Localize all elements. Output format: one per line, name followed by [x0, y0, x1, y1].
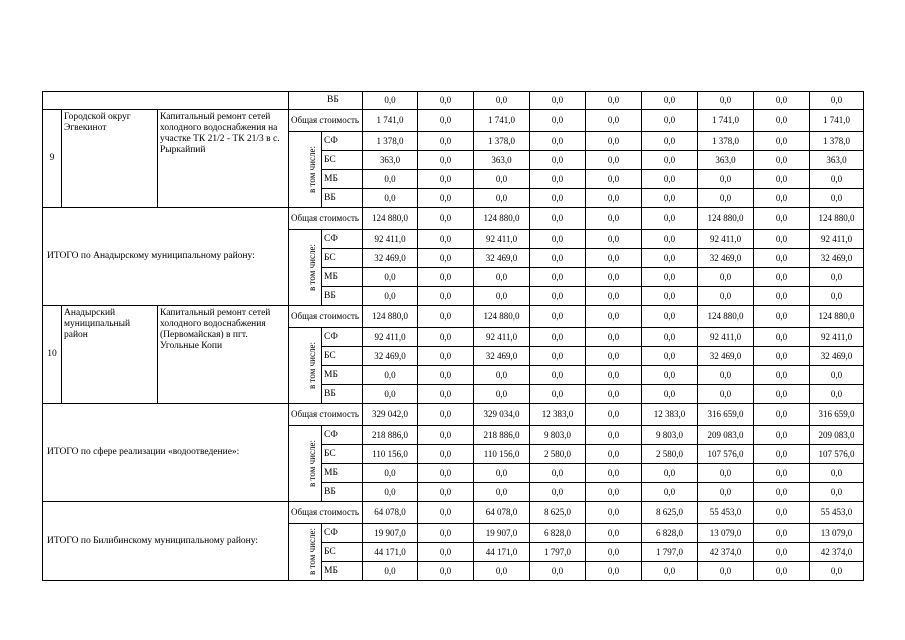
value-cell: 0,0 [418, 404, 474, 426]
value-cell: 32 469,0 [810, 347, 864, 366]
value-cell: 0,0 [642, 92, 698, 110]
value-cell: 0,0 [586, 347, 642, 366]
value-cell: 32 469,0 [474, 347, 530, 366]
value-cell: 1 797,0 [642, 543, 698, 562]
value-cell: 0,0 [698, 170, 754, 189]
value-cell: 32 469,0 [810, 249, 864, 268]
value-cell: 0,0 [810, 385, 864, 404]
value-cell: 55 453,0 [698, 502, 754, 524]
value-cell: 0,0 [754, 189, 810, 208]
value-cell: 0,0 [698, 268, 754, 287]
value-cell: 0,0 [530, 306, 586, 328]
municipality-name: Городской округ Эгвекинот [62, 110, 158, 208]
value-cell: 0,0 [530, 189, 586, 208]
value-cell: 0,0 [586, 92, 642, 110]
value-cell: 0,0 [698, 92, 754, 110]
value-cell: 124 880,0 [474, 208, 530, 230]
value-cell: 92 411,0 [810, 230, 864, 249]
value-cell: 1 378,0 [474, 132, 530, 151]
row-label-vb: ВБ [289, 92, 363, 110]
value-cell: 0,0 [754, 208, 810, 230]
value-cell: 2 580,0 [642, 445, 698, 464]
value-cell: 0,0 [754, 483, 810, 502]
value-cell: 92 411,0 [698, 328, 754, 347]
value-cell: 32 469,0 [363, 249, 418, 268]
value-cell: 42 374,0 [810, 543, 864, 562]
value-cell: 0,0 [530, 132, 586, 151]
value-cell: 0,0 [754, 464, 810, 483]
value-cell: 0,0 [810, 189, 864, 208]
value-cell: 0,0 [363, 366, 418, 385]
row-label-bs: БС [322, 151, 363, 170]
value-cell: 124 880,0 [810, 306, 864, 328]
including-text: в том числе: [306, 341, 317, 389]
value-cell: 363,0 [810, 151, 864, 170]
value-cell: 0,0 [363, 170, 418, 189]
value-cell: 0,0 [754, 132, 810, 151]
value-cell: 92 411,0 [474, 230, 530, 249]
value-cell: 0,0 [754, 287, 810, 306]
value-cell: 12 383,0 [642, 404, 698, 426]
value-cell: 9 803,0 [530, 426, 586, 445]
value-cell: 0,0 [418, 502, 474, 524]
value-cell: 0,0 [754, 366, 810, 385]
value-cell: 110 156,0 [363, 445, 418, 464]
value-cell: 0,0 [754, 426, 810, 445]
value-cell: 9 803,0 [642, 426, 698, 445]
value-cell: 0,0 [418, 306, 474, 328]
row-label-total-cost: Общая стоимость [289, 110, 363, 132]
value-cell: 363,0 [474, 151, 530, 170]
value-cell: 1 741,0 [698, 110, 754, 132]
value-cell: 44 171,0 [363, 543, 418, 562]
value-cell: 0,0 [586, 464, 642, 483]
value-cell: 124 880,0 [698, 306, 754, 328]
value-cell: 1 378,0 [810, 132, 864, 151]
value-cell: 0,0 [642, 287, 698, 306]
total-title: ИТОГО по Анадырскому муниципальному району: [43, 208, 289, 306]
including-label [289, 132, 322, 208]
row-number: 10 [43, 306, 62, 404]
value-cell: 0,0 [810, 562, 864, 581]
value-cell: 0,0 [754, 543, 810, 562]
value-cell: 0,0 [698, 366, 754, 385]
value-cell: 1 741,0 [474, 110, 530, 132]
value-cell: 0,0 [418, 249, 474, 268]
value-cell: 0,0 [530, 151, 586, 170]
value-cell: 0,0 [586, 502, 642, 524]
value-cell: 42 374,0 [698, 543, 754, 562]
value-cell: 0,0 [474, 464, 530, 483]
value-cell: 6 828,0 [642, 524, 698, 543]
value-cell: 64 078,0 [474, 502, 530, 524]
value-cell: 0,0 [642, 230, 698, 249]
value-cell: 0,0 [754, 151, 810, 170]
row-label-total-cost: Общая стоимость [289, 306, 363, 328]
value-cell: 0,0 [586, 170, 642, 189]
value-cell: 32 469,0 [698, 347, 754, 366]
value-cell: 32 469,0 [698, 249, 754, 268]
value-cell: 92 411,0 [810, 328, 864, 347]
value-cell: 44 171,0 [474, 543, 530, 562]
value-cell: 0,0 [642, 347, 698, 366]
value-cell: 107 576,0 [810, 445, 864, 464]
value-cell: 0,0 [586, 543, 642, 562]
value-cell: 0,0 [418, 189, 474, 208]
table-row [43, 92, 864, 110]
value-cell: 0,0 [698, 464, 754, 483]
row-label-vb: ВБ [322, 483, 363, 502]
value-cell: 0,0 [530, 464, 586, 483]
value-cell: 0,0 [642, 366, 698, 385]
table-body [43, 92, 864, 581]
value-cell: 0,0 [530, 92, 586, 110]
value-cell: 0,0 [530, 483, 586, 502]
value-cell: 363,0 [363, 151, 418, 170]
row-label-total-cost: Общая стоимость [289, 208, 363, 230]
value-cell: 0,0 [363, 385, 418, 404]
value-cell: 0,0 [698, 385, 754, 404]
including-label [289, 426, 322, 502]
value-cell: 124 880,0 [363, 306, 418, 328]
value-cell: 0,0 [474, 189, 530, 208]
including-label [289, 328, 322, 404]
value-cell: 1 741,0 [810, 110, 864, 132]
value-cell: 0,0 [418, 524, 474, 543]
value-cell: 0,0 [586, 268, 642, 287]
value-cell: 0,0 [418, 426, 474, 445]
value-cell: 0,0 [418, 132, 474, 151]
value-cell: 0,0 [754, 306, 810, 328]
value-cell: 0,0 [642, 306, 698, 328]
value-cell: 124 880,0 [363, 208, 418, 230]
row-label-sf: СФ [322, 230, 363, 249]
value-cell: 6 828,0 [530, 524, 586, 543]
value-cell: 0,0 [642, 132, 698, 151]
value-cell: 19 907,0 [363, 524, 418, 543]
value-cell: 12 383,0 [530, 404, 586, 426]
value-cell: 92 411,0 [698, 230, 754, 249]
row-label-vb: ВБ [322, 189, 363, 208]
value-cell: 209 083,0 [698, 426, 754, 445]
value-cell: 32 469,0 [363, 347, 418, 366]
value-cell: 0,0 [474, 268, 530, 287]
including-text: в том числе: [306, 528, 317, 575]
value-cell: 0,0 [474, 92, 530, 110]
including-text: в том числе: [306, 145, 317, 193]
value-cell: 0,0 [754, 249, 810, 268]
table-row [43, 306, 864, 328]
value-cell: 92 411,0 [363, 230, 418, 249]
value-cell: 0,0 [642, 464, 698, 483]
project-name: Капитальный ремонт сетей холодного водоснабжения (Первомайская) в пгт. Угольные Копи [158, 306, 289, 404]
value-cell: 0,0 [586, 249, 642, 268]
value-cell: 0,0 [754, 328, 810, 347]
value-cell: 316 659,0 [698, 404, 754, 426]
table-row [43, 404, 864, 426]
value-cell: 1 741,0 [363, 110, 418, 132]
value-cell: 0,0 [642, 189, 698, 208]
value-cell: 2 580,0 [530, 445, 586, 464]
value-cell: 92 411,0 [363, 328, 418, 347]
value-cell: 0,0 [586, 110, 642, 132]
row-label-bs: БС [322, 249, 363, 268]
value-cell: 0,0 [810, 366, 864, 385]
value-cell: 0,0 [418, 92, 474, 110]
row-label-mb: МБ [322, 562, 363, 581]
value-cell: 0,0 [418, 230, 474, 249]
including-label [289, 524, 322, 581]
value-cell: 0,0 [586, 404, 642, 426]
project-name: Капитальный ремонт сетей холодного водоснабжения на участке ТК 21/2 - ТК 21/3 в с. Рыркайпий [158, 110, 289, 208]
value-cell: 0,0 [418, 562, 474, 581]
value-cell: 0,0 [810, 170, 864, 189]
empty-cell [43, 92, 289, 110]
value-cell: 0,0 [586, 230, 642, 249]
row-label-vb: ВБ [322, 287, 363, 306]
value-cell: 218 886,0 [363, 426, 418, 445]
value-cell: 0,0 [586, 524, 642, 543]
value-cell: 0,0 [754, 562, 810, 581]
row-label-sf: СФ [322, 524, 363, 543]
value-cell: 0,0 [810, 287, 864, 306]
value-cell: 92 411,0 [474, 328, 530, 347]
value-cell: 316 659,0 [810, 404, 864, 426]
value-cell: 124 880,0 [474, 306, 530, 328]
table-row [43, 208, 864, 230]
row-label-mb: МБ [322, 268, 363, 287]
value-cell: 0,0 [698, 189, 754, 208]
value-cell: 0,0 [810, 483, 864, 502]
value-cell: 0,0 [586, 189, 642, 208]
value-cell: 0,0 [474, 483, 530, 502]
row-number: 9 [43, 110, 62, 208]
value-cell: 329 034,0 [474, 404, 530, 426]
value-cell: 0,0 [642, 249, 698, 268]
value-cell: 0,0 [418, 151, 474, 170]
value-cell: 0,0 [642, 328, 698, 347]
value-cell: 0,0 [754, 347, 810, 366]
value-cell: 0,0 [363, 464, 418, 483]
row-label-mb: МБ [322, 170, 363, 189]
value-cell: 8 625,0 [642, 502, 698, 524]
value-cell: 0,0 [698, 562, 754, 581]
value-cell: 0,0 [418, 287, 474, 306]
value-cell: 0,0 [642, 483, 698, 502]
value-cell: 0,0 [586, 562, 642, 581]
value-cell: 0,0 [418, 483, 474, 502]
value-cell: 0,0 [586, 483, 642, 502]
value-cell: 0,0 [530, 110, 586, 132]
value-cell: 0,0 [363, 189, 418, 208]
value-cell: 55 453,0 [810, 502, 864, 524]
value-cell: 363,0 [698, 151, 754, 170]
value-cell: 0,0 [418, 268, 474, 287]
value-cell: 0,0 [586, 445, 642, 464]
row-label-bs: БС [322, 347, 363, 366]
value-cell: 8 625,0 [530, 502, 586, 524]
value-cell: 0,0 [754, 230, 810, 249]
value-cell: 0,0 [642, 110, 698, 132]
row-label-bs: БС [322, 543, 363, 562]
value-cell: 0,0 [754, 170, 810, 189]
value-cell: 218 886,0 [474, 426, 530, 445]
value-cell: 0,0 [754, 92, 810, 110]
value-cell: 124 880,0 [810, 208, 864, 230]
value-cell: 13 079,0 [698, 524, 754, 543]
value-cell: 0,0 [418, 543, 474, 562]
table-row [43, 502, 864, 524]
row-label-bs: БС [322, 445, 363, 464]
value-cell: 0,0 [530, 385, 586, 404]
value-cell: 0,0 [754, 524, 810, 543]
total-title: ИТОГО по сфере реализации «водоотведение»: [43, 404, 289, 502]
value-cell: 0,0 [363, 562, 418, 581]
value-cell: 0,0 [754, 268, 810, 287]
value-cell: 0,0 [418, 347, 474, 366]
value-cell: 107 576,0 [698, 445, 754, 464]
value-cell: 0,0 [418, 366, 474, 385]
value-cell: 124 880,0 [698, 208, 754, 230]
value-cell: 0,0 [586, 366, 642, 385]
value-cell: 110 156,0 [474, 445, 530, 464]
value-cell: 0,0 [642, 385, 698, 404]
value-cell: 19 907,0 [474, 524, 530, 543]
value-cell: 209 083,0 [810, 426, 864, 445]
value-cell: 0,0 [530, 170, 586, 189]
value-cell: 13 079,0 [810, 524, 864, 543]
value-cell: 0,0 [586, 287, 642, 306]
value-cell: 0,0 [418, 464, 474, 483]
value-cell: 0,0 [418, 110, 474, 132]
value-cell: 0,0 [363, 483, 418, 502]
value-cell: 0,0 [754, 445, 810, 464]
value-cell: 0,0 [418, 445, 474, 464]
value-cell: 0,0 [474, 287, 530, 306]
value-cell: 329 042,0 [363, 404, 418, 426]
value-cell: 0,0 [754, 110, 810, 132]
row-label-total-cost: Общая стоимость [289, 502, 363, 524]
value-cell: 0,0 [363, 287, 418, 306]
value-cell: 0,0 [530, 249, 586, 268]
including-text: в том числе: [306, 439, 317, 487]
row-label-vb: ВБ [322, 385, 363, 404]
value-cell: 0,0 [418, 208, 474, 230]
value-cell: 0,0 [474, 366, 530, 385]
value-cell: 0,0 [363, 268, 418, 287]
value-cell: 0,0 [474, 385, 530, 404]
investment-table [42, 91, 864, 581]
value-cell: 0,0 [586, 306, 642, 328]
value-cell: 0,0 [363, 92, 418, 110]
municipality-name: Анадырский муниципальный район [62, 306, 158, 404]
value-cell: 32 469,0 [474, 249, 530, 268]
total-title: ИТОГО по Билибинскому муниципальному району: [43, 502, 289, 581]
value-cell: 0,0 [642, 151, 698, 170]
value-cell: 0,0 [530, 328, 586, 347]
value-cell: 0,0 [698, 483, 754, 502]
value-cell: 0,0 [474, 562, 530, 581]
value-cell: 0,0 [754, 502, 810, 524]
row-label-mb: МБ [322, 464, 363, 483]
value-cell: 1 378,0 [698, 132, 754, 151]
row-label-total-cost: Общая стоимость [289, 404, 363, 426]
value-cell: 1 378,0 [363, 132, 418, 151]
value-cell: 0,0 [474, 170, 530, 189]
value-cell: 0,0 [754, 385, 810, 404]
value-cell: 0,0 [530, 268, 586, 287]
value-cell: 0,0 [530, 366, 586, 385]
value-cell: 0,0 [530, 208, 586, 230]
value-cell: 0,0 [530, 230, 586, 249]
table-row [43, 110, 864, 132]
value-cell: 0,0 [418, 328, 474, 347]
value-cell: 0,0 [642, 170, 698, 189]
row-label-sf: СФ [322, 132, 363, 151]
value-cell: 1 797,0 [530, 543, 586, 562]
value-cell: 0,0 [530, 347, 586, 366]
value-cell: 0,0 [586, 426, 642, 445]
value-cell: 0,0 [810, 268, 864, 287]
value-cell: 0,0 [642, 562, 698, 581]
row-label-mb: МБ [322, 366, 363, 385]
value-cell: 64 078,0 [363, 502, 418, 524]
value-cell: 0,0 [642, 208, 698, 230]
value-cell: 0,0 [586, 385, 642, 404]
value-cell: 0,0 [586, 328, 642, 347]
value-cell: 0,0 [418, 170, 474, 189]
value-cell: 0,0 [754, 404, 810, 426]
row-label-sf: СФ [322, 426, 363, 445]
value-cell: 0,0 [586, 132, 642, 151]
value-cell: 0,0 [418, 385, 474, 404]
value-cell: 0,0 [530, 287, 586, 306]
value-cell: 0,0 [530, 562, 586, 581]
value-cell: 0,0 [810, 464, 864, 483]
value-cell: 0,0 [698, 287, 754, 306]
row-label-sf: СФ [322, 328, 363, 347]
including-text: в том числе: [306, 243, 317, 291]
value-cell: 0,0 [642, 268, 698, 287]
value-cell: 0,0 [586, 151, 642, 170]
value-cell: 0,0 [586, 208, 642, 230]
including-label [289, 230, 322, 306]
value-cell: 0,0 [810, 92, 864, 110]
